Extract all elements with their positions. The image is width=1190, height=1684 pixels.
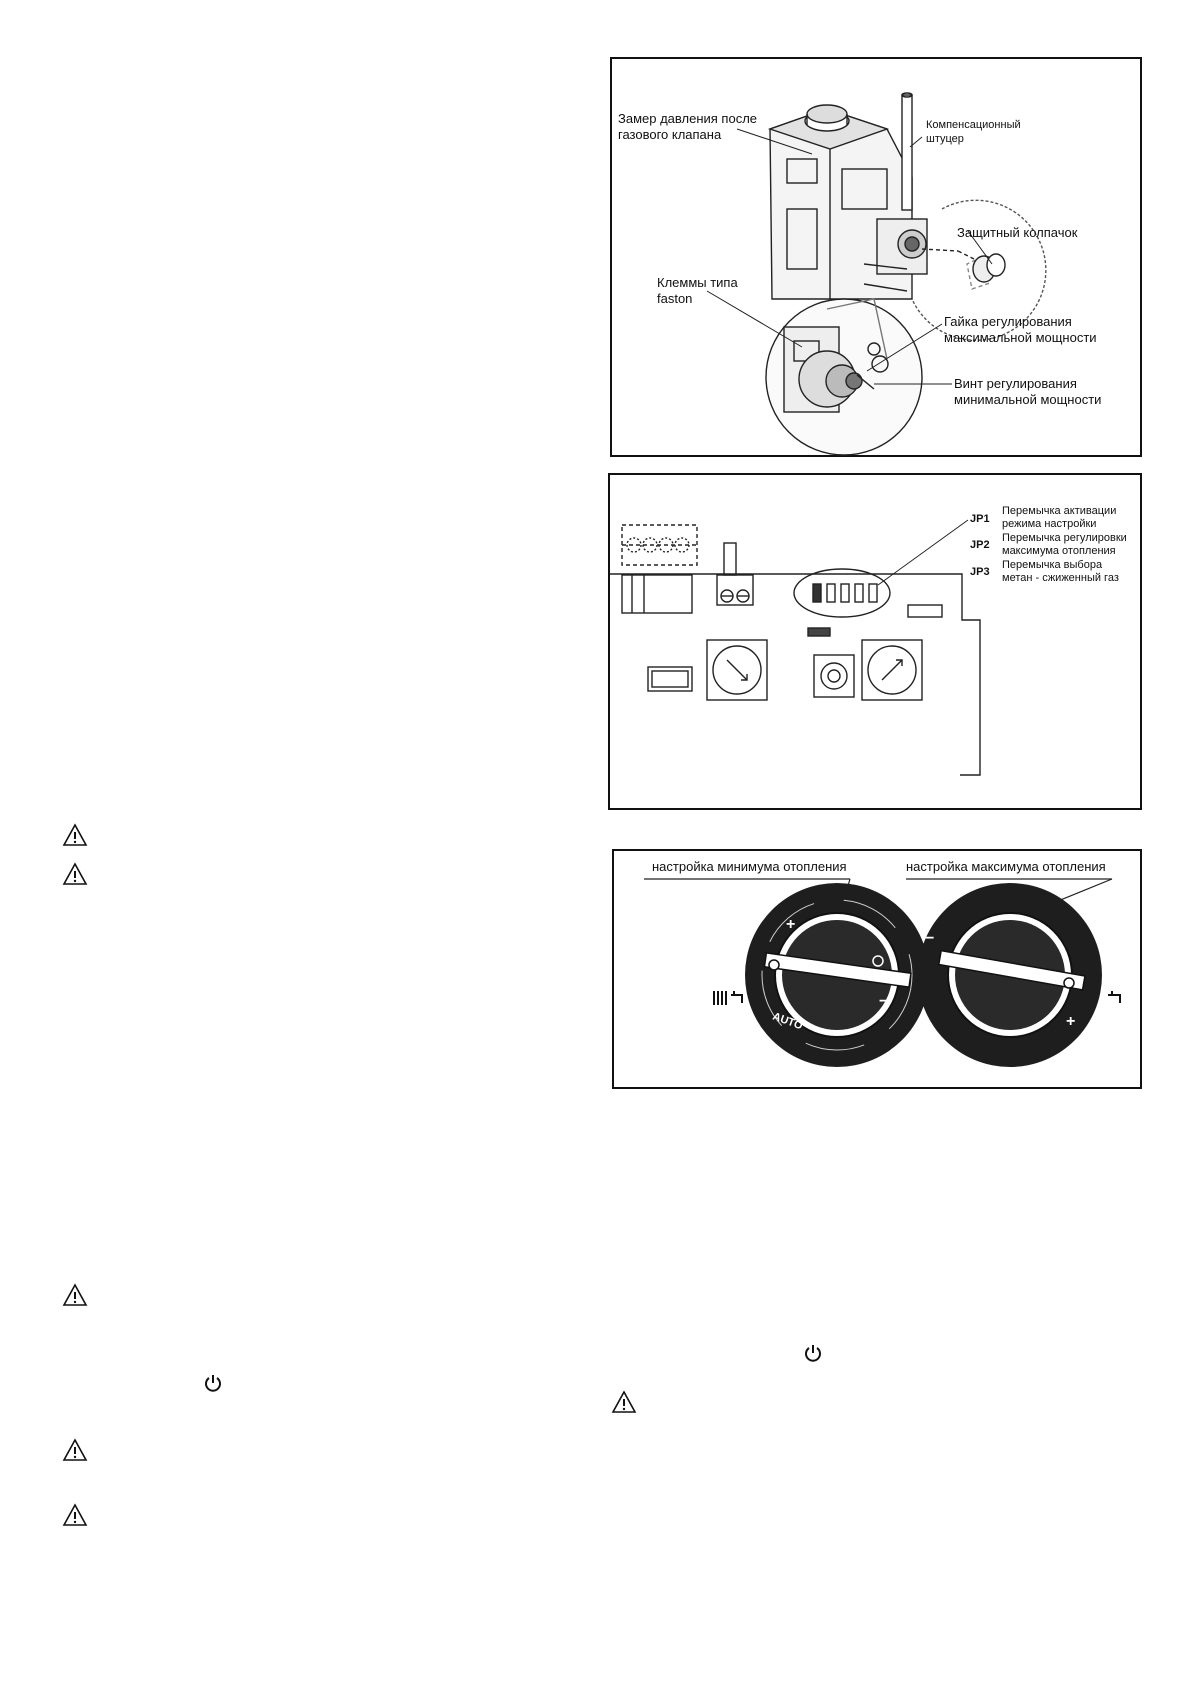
label-min-screw-2: минимальной мощности [954, 392, 1102, 407]
label-max-heating: настройка максимума отопления [906, 859, 1106, 874]
label-compensation-2: штуцер [926, 133, 964, 145]
label-min-screw-1: Винт регулирования [954, 376, 1077, 391]
label-jp2: JP2 [970, 539, 990, 551]
tap-icon [1108, 991, 1120, 1003]
label-max-nut-2: максимальной мощности [944, 330, 1097, 345]
label-protective-cap: Защитный колпачок [957, 225, 1078, 240]
knob-maximum [918, 883, 1102, 1067]
label-jp2-text-1: Перемычка регулировки [1002, 532, 1127, 544]
label-pressure-test-2: газового клапана [618, 127, 722, 142]
knob-max-minus: − [925, 930, 935, 947]
knobs-drawing [614, 851, 1144, 1091]
label-jp1-text-2: режима настройки [1002, 518, 1097, 530]
knob-min-auto: AUTO [770, 1010, 805, 1033]
label-faston-2: faston [657, 291, 693, 306]
knob-max-plus: + [1066, 1013, 1076, 1030]
warning-triangle-icon [62, 862, 88, 886]
knob-min-plus: + [786, 916, 796, 933]
label-jp3-text-1: Перемычка выбора [1002, 559, 1103, 571]
figure-gas-valve [610, 57, 1142, 457]
label-jp3-text-2: метан - сжиженный газ [1002, 572, 1119, 584]
figure-knobs [612, 849, 1142, 1089]
warning-triangle-icon [62, 1283, 88, 1307]
label-pressure-test-1: Замер давления после [618, 111, 758, 126]
label-min-heating: настройка минимума отопления [652, 859, 847, 874]
label-faston-1: Клеммы типа [657, 275, 738, 290]
label-jp2-text-2: максимума отопления [1002, 545, 1116, 557]
label-jp1-text-1: Перемычка активации [1002, 505, 1117, 517]
label-compensation-1: Компенсационный [926, 119, 1021, 131]
label-jp1: JP1 [970, 513, 990, 525]
knob-min-minus: − [879, 993, 889, 1010]
figure-control-board [608, 473, 1142, 810]
warning-triangle-icon [62, 1503, 88, 1527]
label-max-nut-1: Гайка регулирования [944, 314, 1072, 329]
label-jp3: JP3 [970, 566, 990, 578]
warning-triangle-icon [62, 1438, 88, 1462]
power-icon [803, 1343, 823, 1363]
warning-triangle-icon [611, 1390, 637, 1414]
knob-minimum [745, 883, 929, 1067]
warning-triangle-icon [62, 823, 88, 847]
radiator-tap-icon [714, 991, 742, 1005]
power-icon [203, 1373, 223, 1393]
